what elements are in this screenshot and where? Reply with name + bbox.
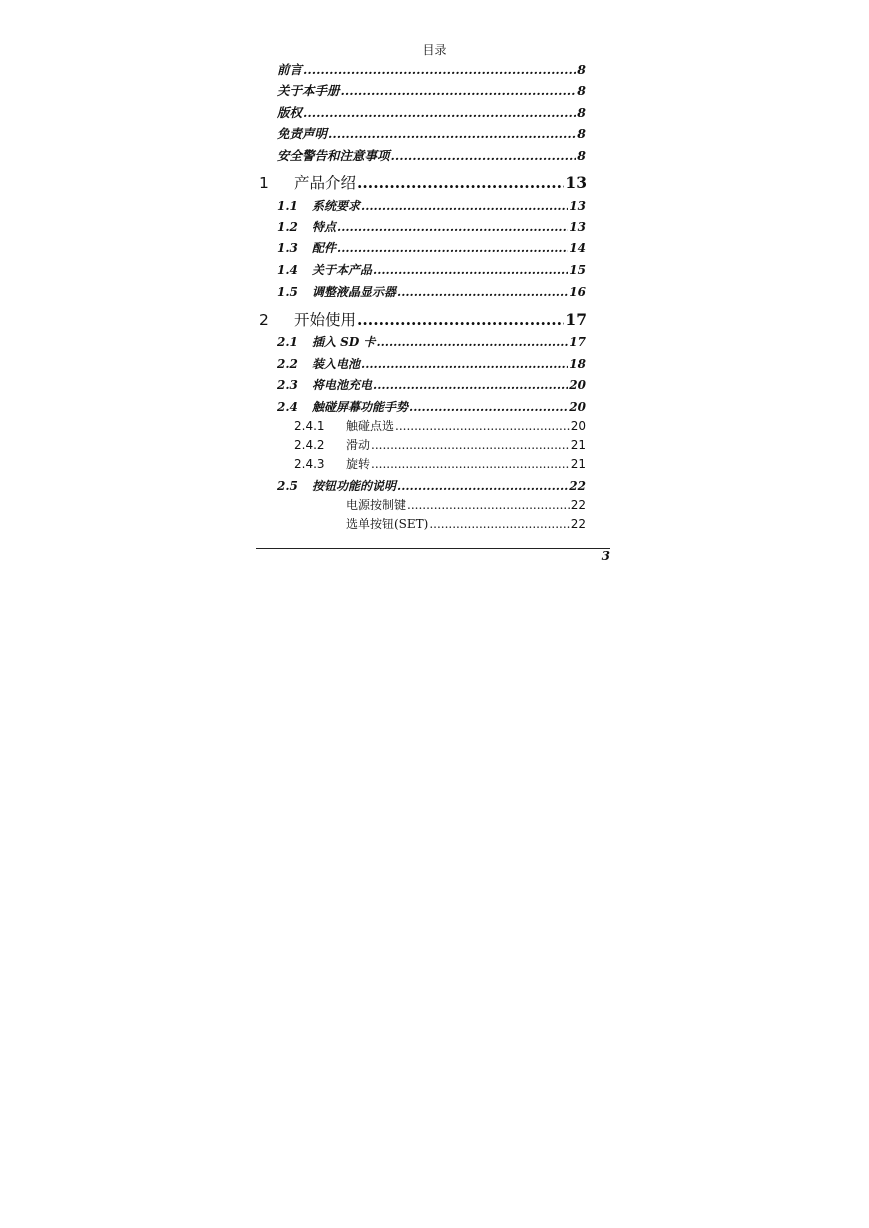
toc-entry[interactable]	[277, 355, 586, 373]
toc-entry-number: 1.1	[277, 199, 298, 213]
toc-dot-leader	[391, 148, 577, 163]
toc-dot-leader	[397, 479, 568, 493]
toc-dot-leader	[357, 310, 564, 329]
toc-entry-title: 安全警告和注意事项	[277, 148, 390, 163]
toc-entry-page: 8	[577, 83, 586, 98]
toc-entry-page: 13	[565, 173, 587, 192]
toc-entry-number: 2.3	[277, 378, 298, 392]
toc-entry[interactable]	[277, 60, 586, 78]
toc-entry[interactable]	[277, 376, 586, 394]
toc-dot-leader	[376, 335, 568, 349]
toc-entry-page: 13	[569, 220, 586, 234]
toc-entry-title: 免责声明	[277, 126, 328, 141]
toc-entry-page: 8	[577, 148, 586, 163]
toc-entry[interactable]	[294, 496, 586, 513]
toc-dot-leader	[337, 241, 568, 255]
toc-entry-page: 22	[570, 517, 586, 531]
toc-entry-number: 1.3	[277, 241, 298, 255]
toc-entry-title: 前言	[277, 62, 303, 77]
toc-entry-page: 8	[577, 126, 586, 141]
footer-page-number: 3	[601, 549, 610, 563]
toc-entry-number: 2.4.2	[294, 438, 325, 452]
toc-entry-page: 15	[569, 263, 586, 277]
toc-dot-leader	[407, 498, 570, 512]
toc-entry[interactable]	[259, 308, 587, 330]
toc-entry-title: 关于本产品	[312, 263, 373, 277]
toc-entry-title: 版权	[277, 105, 303, 120]
toc-dot-leader	[429, 517, 569, 531]
toc-entry-title: 将电池充电	[312, 378, 373, 392]
toc-entry-page: 16	[569, 285, 586, 299]
toc-entry-page: 8	[577, 105, 586, 120]
toc-entry[interactable]	[277, 477, 586, 495]
toc-entry-title: 产品介绍	[294, 174, 357, 192]
toc-entry-title: 关于本手册	[277, 83, 340, 98]
toc-entry-number: 2	[259, 311, 269, 329]
toc-dot-leader	[395, 419, 570, 433]
toc-entry[interactable]	[277, 103, 586, 121]
toc-entry-page: 21	[570, 457, 586, 471]
toc-entry[interactable]	[277, 261, 586, 279]
toc-entry[interactable]	[294, 436, 586, 453]
toc-entry-title: 开始使用	[294, 311, 357, 329]
toc-dot-leader	[303, 62, 576, 77]
toc-entry-number: 1.4	[277, 263, 298, 277]
toc-entry[interactable]	[277, 333, 586, 351]
toc-entry-number: 1.2	[277, 220, 298, 234]
toc-entry[interactable]	[294, 417, 586, 434]
toc-dot-leader	[397, 285, 568, 299]
toc-entry-title: 特点	[312, 220, 337, 234]
toc-dot-leader	[361, 199, 568, 213]
toc-entry[interactable]	[277, 283, 586, 301]
toc-entry-title: 配件	[312, 241, 337, 255]
toc-entry-title: 按钮功能的说明	[312, 479, 397, 493]
toc-entry[interactable]	[277, 197, 586, 215]
toc-entry[interactable]	[277, 146, 586, 164]
toc-dot-leader	[373, 263, 568, 277]
toc-entry[interactable]	[294, 455, 586, 472]
toc-entry[interactable]	[294, 515, 586, 532]
toc-entry-page: 21	[570, 438, 586, 452]
toc-entry-page: 13	[569, 199, 586, 213]
toc-entry[interactable]	[277, 81, 586, 99]
toc-entry-page: 22	[569, 479, 586, 493]
toc-entry-page: 20	[569, 400, 586, 414]
toc-entry-title: 触碰屏幕功能手势	[312, 400, 409, 414]
toc-entry[interactable]	[259, 171, 587, 193]
toc-dot-leader	[303, 105, 576, 120]
toc-entry-number: 1.5	[277, 285, 298, 299]
toc-entry-page: 18	[569, 357, 586, 371]
toc-entry-title: 插入 SD 卡	[312, 335, 376, 349]
toc-dot-leader	[341, 83, 577, 98]
toc-entry-page: 20	[569, 378, 586, 392]
toc-entry-page: 17	[565, 310, 587, 329]
toc-entry-page: 22	[570, 498, 586, 512]
toc-entry-page: 8	[577, 62, 586, 77]
toc-heading: 目录	[422, 43, 447, 57]
toc-entry[interactable]	[277, 218, 586, 236]
toc-dot-leader	[361, 357, 568, 371]
toc-entry-page: 20	[570, 419, 586, 433]
toc-entry-title: 调整液晶显示器	[312, 285, 397, 299]
toc-entry-page: 14	[569, 241, 586, 255]
toc-entry-title: 滑动	[346, 438, 371, 452]
toc-entry-number: 1	[259, 174, 269, 192]
toc-dot-leader	[373, 378, 568, 392]
toc-entry-number: 2.2	[277, 357, 298, 371]
toc-entry-number: 2.4	[277, 400, 298, 414]
toc-dot-leader	[337, 220, 568, 234]
toc-dot-leader	[371, 438, 570, 452]
toc-dot-leader	[357, 173, 564, 192]
toc-entry-title: 旋转	[346, 457, 371, 471]
toc-entry-page: 17	[569, 335, 586, 349]
toc-entry[interactable]	[277, 124, 586, 142]
toc-entry-title: 装入电池	[312, 357, 361, 371]
toc-entry-title: 电源按制键	[346, 498, 407, 512]
toc-entry-title: 系统要求	[312, 199, 361, 213]
toc-entry[interactable]	[277, 398, 586, 416]
toc-entry-title: 触碰点选	[346, 419, 395, 433]
toc-entry-number: 2.5	[277, 479, 298, 493]
toc-dot-leader	[371, 457, 570, 471]
toc-dot-leader	[409, 400, 568, 414]
toc-dot-leader	[328, 126, 576, 141]
toc-entry-number: 2.4.3	[294, 457, 325, 471]
toc-entry-title: 选单按钮(SET)	[346, 517, 429, 531]
toc-entry[interactable]	[277, 239, 586, 257]
toc-entry-number: 2.1	[277, 335, 298, 349]
toc-entry-number: 2.4.1	[294, 419, 325, 433]
